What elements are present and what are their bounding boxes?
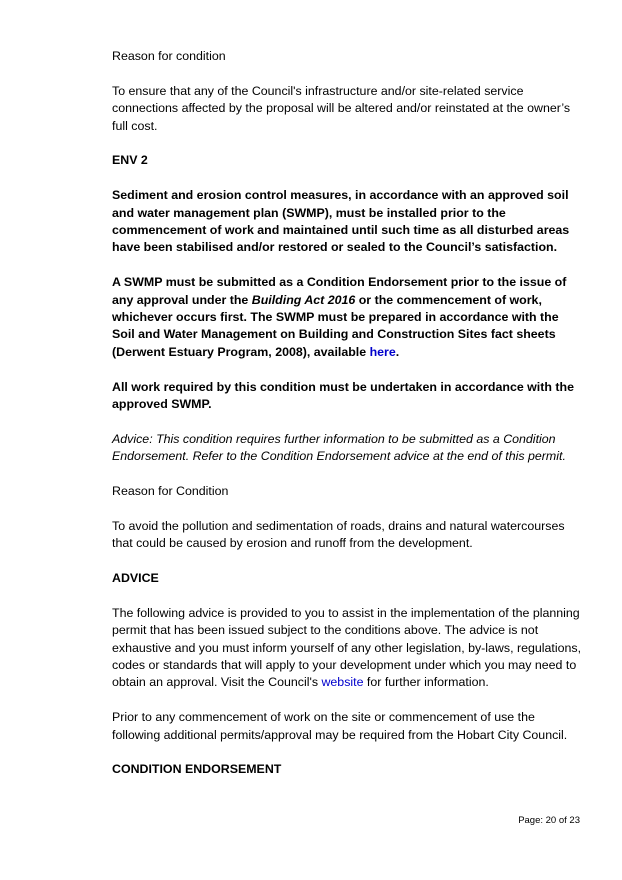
reason-text-2: To avoid the pollution and sedimentation of roads, drains and natural watercourses that could be caused by erosion and runoff from the development. (112, 518, 565, 551)
website-link[interactable]: website (321, 675, 364, 690)
condition-endorsement-heading: CONDITION ENDORSEMENT (112, 762, 282, 777)
advice-para1-text1: The following advice is provided to you to assist in the implementation of the planning permit that has been issued subject to the conditions above. The advice is not exhaustive and you must inform yourself of any other legislation, by-laws, regulations, codes or standards that will apply to your development under which you may need to obtain an approval. Visit the Council's (112, 605, 582, 690)
reason-heading-2: Reason for Condition (112, 484, 229, 499)
advice-heading: ADVICE (112, 571, 159, 586)
env2-heading: ENV 2 (112, 153, 148, 168)
page-number: Page: 20 of 23 (518, 815, 580, 826)
env2-para2 (112, 274, 582, 361)
reason-heading: Reason for condition (112, 49, 226, 63)
env2-advice: Advice: This condition requires further information to be submitted as a Condition Endorsement. Refer to the Condition Endorsement advice at the end of this permit. (112, 431, 566, 464)
advice-para1 (112, 605, 582, 692)
here-link[interactable]: here (369, 344, 396, 359)
env2-para2-end: . (395, 344, 400, 359)
advice-para1-text2: for further information. (363, 675, 489, 690)
env2-para3: All work required by this condition must be undertaken in accordance with the approved SWMP. (112, 379, 574, 412)
building-act-title: Building Act 2016 (251, 292, 356, 307)
reason-text: To ensure that any of the Council's infrastructure and/or site-related service connections affected by the proposal will be altered and/or reinstated at the owner’s full cost. (112, 83, 571, 133)
document-page (112, 48, 582, 796)
env2-para1: Sediment and erosion control measures, in accordance with an approved soil and water management plan (SWMP), must be installed prior to the commencement of work and maintained until such time as all disturbed areas have been stabilised and/or restored or sealed to the Council’s satisfaction. (112, 188, 570, 255)
advice-para2: Prior to any commencement of work on the site or commencement of use the following additional permits/approval may be required from the Hobart City Council. (112, 710, 568, 742)
env2-para2-text2: or the commencement of work, whichever occurs first. The SWMP must be prepared in accordance with the Soil and Water Management on Building and Construction Sites fact sheets (Derwent Estuary Program, 2008), available (112, 292, 559, 359)
env2-para2-text1: A SWMP must be submitted as a Condition Endorsement prior to the issue of any approval under the (112, 275, 567, 307)
